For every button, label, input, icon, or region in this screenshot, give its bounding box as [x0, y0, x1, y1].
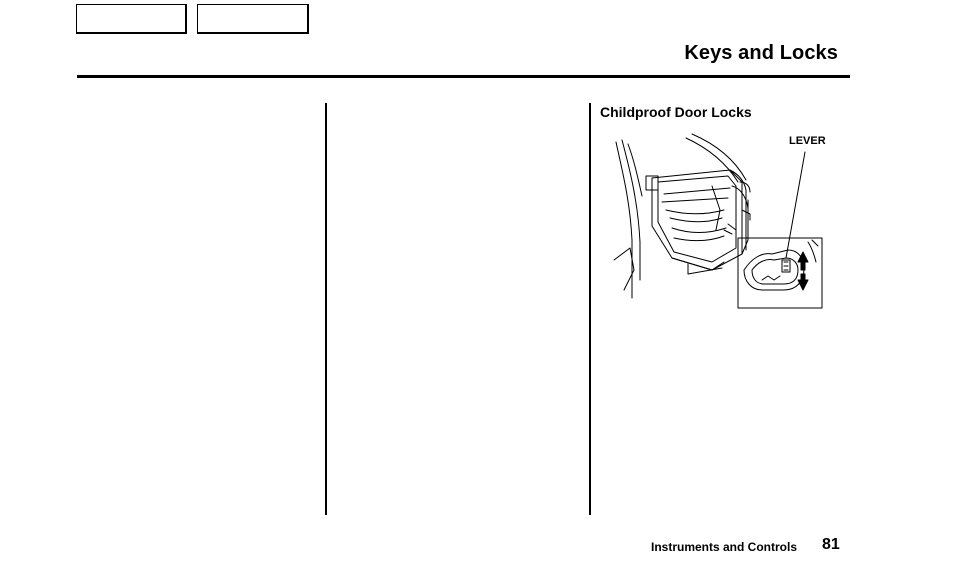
nav-button-previous[interactable] — [76, 4, 187, 34]
callout-label-lever: LEVER — [789, 135, 826, 147]
door-lock-illustration — [612, 130, 832, 310]
page-title: Keys and Locks — [684, 42, 838, 64]
page-number: 81 — [822, 536, 840, 553]
column-divider-right — [589, 103, 591, 515]
column-divider-left — [325, 103, 327, 515]
title-rule — [77, 75, 850, 78]
nav-button-next[interactable] — [197, 4, 309, 34]
section-heading: Childproof Door Locks — [600, 104, 752, 120]
footer-section-name: Instruments and Controls — [651, 540, 798, 554]
